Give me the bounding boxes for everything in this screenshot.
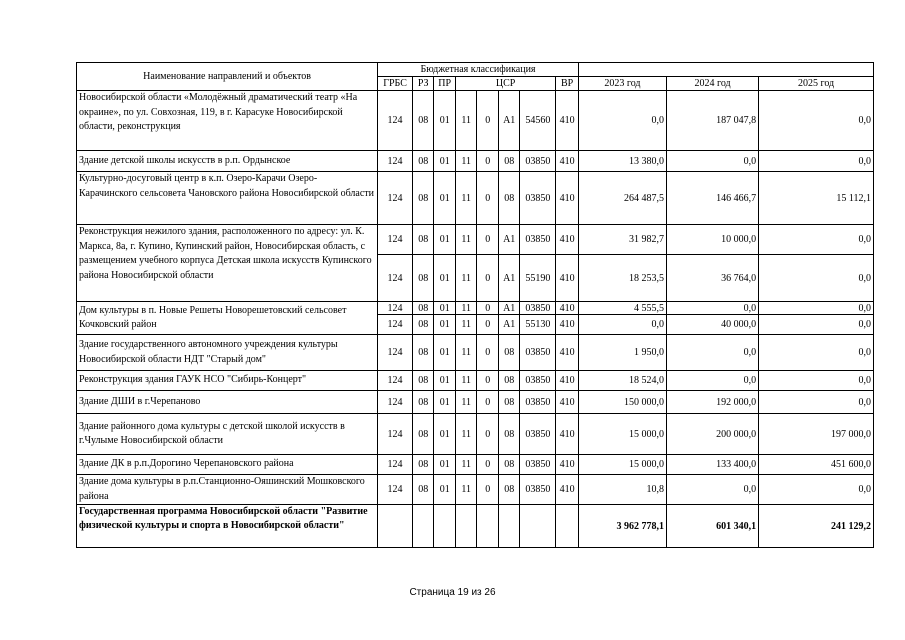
header-name: Наименование направлений и объектов	[77, 63, 378, 91]
grbs-cell: 124	[378, 255, 413, 302]
grbs-cell: 124	[378, 475, 413, 505]
csr-cell: 08	[498, 172, 520, 225]
table-row	[77, 455, 874, 475]
grbs-cell: 124	[378, 414, 413, 455]
empty-cell	[498, 505, 520, 548]
budget-table	[76, 62, 874, 548]
value-2025: 15 112,1	[759, 172, 874, 225]
csr-cell: 03850	[520, 335, 556, 371]
empty-cell	[477, 505, 499, 548]
csr-cell: 0	[477, 225, 499, 255]
object-name: Здание ДШИ в г.Черепаново	[77, 391, 378, 414]
rz-cell: 08	[412, 172, 434, 225]
header-2024: 2024 год	[666, 77, 758, 91]
grbs-cell: 124	[378, 391, 413, 414]
csr-cell: 03850	[520, 414, 556, 455]
vr-cell: 410	[556, 172, 579, 225]
empty-cell	[412, 505, 434, 548]
rz-cell: 08	[412, 391, 434, 414]
csr-cell: 0	[477, 255, 499, 302]
pr-cell: 01	[434, 391, 456, 414]
table-row	[77, 302, 874, 315]
pr-cell: 01	[434, 414, 456, 455]
value-2024: 200 000,0	[666, 414, 758, 455]
rz-cell: 08	[412, 225, 434, 255]
rz-cell: 08	[412, 414, 434, 455]
grbs-cell: 124	[378, 315, 413, 335]
csr-cell: 11	[455, 91, 477, 151]
grbs-cell: 124	[378, 335, 413, 371]
pr-cell: 01	[434, 475, 456, 505]
csr-cell: 11	[455, 475, 477, 505]
empty-cell	[434, 505, 456, 548]
table-row	[77, 172, 874, 225]
header-vr: ВР	[556, 77, 579, 91]
csr-cell: 11	[455, 414, 477, 455]
csr-cell: 0	[477, 335, 499, 371]
value-2023: 4 555,5	[578, 302, 666, 315]
vr-cell: 410	[556, 151, 579, 172]
table-row	[77, 414, 874, 455]
csr-cell: 55130	[520, 315, 556, 335]
value-2025: 0,0	[759, 371, 874, 391]
value-2025: 451 600,0	[759, 455, 874, 475]
grbs-cell: 124	[378, 455, 413, 475]
rz-cell: 08	[412, 315, 434, 335]
pr-cell: 01	[434, 302, 456, 315]
rz-cell: 08	[412, 475, 434, 505]
total-2023: 3 962 778,1	[578, 505, 666, 548]
pr-cell: 01	[434, 455, 456, 475]
empty-cell	[455, 505, 477, 548]
rz-cell: 08	[412, 335, 434, 371]
total-2024: 601 340,1	[666, 505, 758, 548]
vr-cell: 410	[556, 371, 579, 391]
csr-cell: 03850	[520, 151, 556, 172]
page-number: Страница 19 из 26	[409, 587, 496, 598]
csr-cell: A1	[498, 255, 520, 302]
header-2025: 2025 год	[759, 77, 874, 91]
csr-cell: 0	[477, 302, 499, 315]
header-empty	[578, 63, 873, 77]
object-name: Культурно-досуговый центр в к.п. Озеро-Карачи Озеро-Карачинского сельсовета Чановского района Новосибирской области	[77, 172, 378, 225]
csr-cell: 03850	[520, 371, 556, 391]
csr-cell: 03850	[520, 455, 556, 475]
value-2023: 0,0	[578, 91, 666, 151]
grbs-cell: 124	[378, 371, 413, 391]
value-2025: 0,0	[759, 225, 874, 255]
value-2023: 0,0	[578, 315, 666, 335]
csr-cell: 08	[498, 391, 520, 414]
csr-cell: 0	[477, 475, 499, 505]
header-csr: ЦСР	[455, 77, 555, 91]
csr-cell: 0	[477, 371, 499, 391]
csr-cell: 11	[455, 391, 477, 414]
value-2023: 1 950,0	[578, 335, 666, 371]
empty-cell	[520, 505, 556, 548]
rz-cell: 08	[412, 302, 434, 315]
object-name: Реконструкция здания ГАУК НСО "Сибирь-Концерт"	[77, 371, 378, 391]
rz-cell: 08	[412, 255, 434, 302]
csr-cell: 08	[498, 335, 520, 371]
csr-cell: 11	[455, 302, 477, 315]
grbs-cell: 124	[378, 225, 413, 255]
csr-cell: 08	[498, 151, 520, 172]
csr-cell: 11	[455, 371, 477, 391]
value-2025: 0,0	[759, 335, 874, 371]
value-2023: 264 487,5	[578, 172, 666, 225]
csr-cell: 11	[455, 455, 477, 475]
vr-cell: 410	[556, 255, 579, 302]
csr-cell: 03850	[520, 391, 556, 414]
value-2024: 192 000,0	[666, 391, 758, 414]
rz-cell: 08	[412, 91, 434, 151]
csr-cell: 0	[477, 172, 499, 225]
vr-cell: 410	[556, 335, 579, 371]
csr-cell: 08	[498, 475, 520, 505]
csr-cell: 0	[477, 414, 499, 455]
object-name: Здание районного дома культуры с детской школой искусств в г.Чулыме Новосибирской области	[77, 414, 378, 455]
header-grbs: ГРБС	[378, 77, 413, 91]
value-2025: 0,0	[759, 151, 874, 172]
csr-cell: 11	[455, 255, 477, 302]
pr-cell: 01	[434, 335, 456, 371]
value-2024: 146 466,7	[666, 172, 758, 225]
value-2025: 0,0	[759, 475, 874, 505]
vr-cell: 410	[556, 302, 579, 315]
value-2024: 0,0	[666, 151, 758, 172]
value-2023: 31 982,7	[578, 225, 666, 255]
vr-cell: 410	[556, 391, 579, 414]
csr-cell: A1	[498, 225, 520, 255]
csr-cell: 0	[477, 91, 499, 151]
object-name: Здание ДК в р.п.Дорогино Черепановского района	[77, 455, 378, 475]
value-2023: 15 000,0	[578, 414, 666, 455]
csr-cell: 0	[477, 455, 499, 475]
value-2025: 0,0	[759, 302, 874, 315]
value-2023: 150 000,0	[578, 391, 666, 414]
table-row	[77, 475, 874, 505]
empty-cell	[378, 505, 413, 548]
object-name: Новосибирской области «Молодёжный драматический театр «На окраине», по ул. Совхозная, 119, в г. Карасуке Новосибирской области, реконструкция	[77, 91, 378, 151]
csr-cell: A1	[498, 91, 520, 151]
value-2025: 0,0	[759, 315, 874, 335]
grbs-cell: 124	[378, 172, 413, 225]
value-2023: 15 000,0	[578, 455, 666, 475]
object-name: Здание государственного автономного учреждения культуры Новосибирской области НДТ "Старый дом"	[77, 335, 378, 371]
pr-cell: 01	[434, 315, 456, 335]
value-2024: 0,0	[666, 475, 758, 505]
csr-cell: 0	[477, 151, 499, 172]
pr-cell: 01	[434, 225, 456, 255]
grbs-cell: 124	[378, 91, 413, 151]
table-row	[77, 335, 874, 371]
csr-cell: 08	[498, 414, 520, 455]
object-name: Здание детской школы искусств в р.п. Ордынское	[77, 151, 378, 172]
csr-cell: 11	[455, 172, 477, 225]
grbs-cell: 124	[378, 151, 413, 172]
csr-cell: 03850	[520, 225, 556, 255]
total-row	[77, 505, 874, 548]
value-2024: 10 000,0	[666, 225, 758, 255]
value-2023: 18 524,0	[578, 371, 666, 391]
rz-cell: 08	[412, 455, 434, 475]
rz-cell: 08	[412, 151, 434, 172]
vr-cell: 410	[556, 315, 579, 335]
pr-cell: 01	[434, 172, 456, 225]
object-name: Реконструкция нежилого здания, расположенного по адресу: ул. К. Маркса, 8а, г. Купино, Купинский район, Новосибирская область, с размещением учебного корпуса Детская школа искусств Купинского района Новосибирской области	[77, 225, 378, 302]
value-2025: 0,0	[759, 391, 874, 414]
header-2023: 2023 год	[578, 77, 666, 91]
value-2025: 0,0	[759, 255, 874, 302]
program-total-name: Государственная программа Новосибирской области "Развитие физической культуры и спорта в Новосибирской области"	[77, 505, 378, 548]
pr-cell: 01	[434, 255, 456, 302]
table-row	[77, 91, 874, 151]
object-name: Дом культуры в п. Новые Решеты Новорешетовский сельсовет Кочковский район	[77, 302, 378, 335]
empty-cell	[556, 505, 579, 548]
csr-cell: 11	[455, 315, 477, 335]
csr-cell: 03850	[520, 302, 556, 315]
table-body	[77, 91, 874, 548]
value-2024: 187 047,8	[666, 91, 758, 151]
vr-cell: 410	[556, 225, 579, 255]
csr-cell: 03850	[520, 475, 556, 505]
value-2023: 10,8	[578, 475, 666, 505]
csr-cell: 11	[455, 225, 477, 255]
csr-cell: 11	[455, 335, 477, 371]
vr-cell: 410	[556, 475, 579, 505]
value-2025: 0,0	[759, 91, 874, 151]
vr-cell: 410	[556, 455, 579, 475]
pr-cell: 01	[434, 91, 456, 151]
table-row	[77, 391, 874, 414]
csr-cell: 54560	[520, 91, 556, 151]
csr-cell: A1	[498, 302, 520, 315]
header-budget-classification: Бюджетная классификация	[378, 63, 579, 77]
value-2024: 40 000,0	[666, 315, 758, 335]
value-2024: 0,0	[666, 302, 758, 315]
value-2024: 36 764,0	[666, 255, 758, 302]
csr-cell: A1	[498, 315, 520, 335]
csr-cell: 0	[477, 315, 499, 335]
vr-cell: 410	[556, 414, 579, 455]
csr-cell: 11	[455, 151, 477, 172]
table-row	[77, 151, 874, 172]
csr-cell: 08	[498, 371, 520, 391]
total-2025: 241 129,2	[759, 505, 874, 548]
csr-cell: 0	[477, 391, 499, 414]
pr-cell: 01	[434, 151, 456, 172]
csr-cell: 03850	[520, 172, 556, 225]
grbs-cell: 124	[378, 302, 413, 315]
table-row	[77, 225, 874, 255]
value-2024: 0,0	[666, 335, 758, 371]
vr-cell: 410	[556, 91, 579, 151]
csr-cell: 08	[498, 455, 520, 475]
object-name: Здание дома культуры в р.п.Станционно-Ояшинский Мошковского района	[77, 475, 378, 505]
value-2025: 197 000,0	[759, 414, 874, 455]
value-2023: 18 253,5	[578, 255, 666, 302]
csr-cell: 55190	[520, 255, 556, 302]
table-row	[77, 371, 874, 391]
value-2024: 133 400,0	[666, 455, 758, 475]
pr-cell: 01	[434, 371, 456, 391]
value-2023: 13 380,0	[578, 151, 666, 172]
rz-cell: 08	[412, 371, 434, 391]
header-rz: РЗ	[412, 77, 434, 91]
header-pr: ПР	[434, 77, 456, 91]
value-2024: 0,0	[666, 371, 758, 391]
